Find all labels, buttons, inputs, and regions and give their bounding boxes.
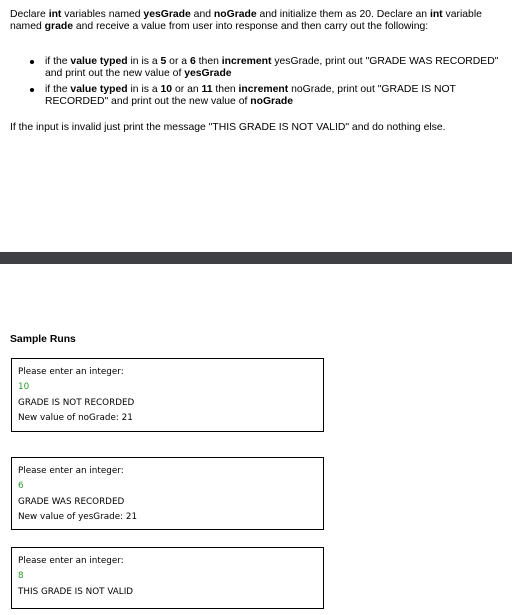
text-run: then	[195, 56, 222, 67]
page-separator	[0, 252, 512, 264]
instructions-paragraph	[10, 9, 500, 33]
run-output: THIS GRADE IS NOT VALID	[18, 586, 134, 597]
bold-text: 5	[160, 56, 167, 67]
run-prompt: Please enter an integer:	[18, 465, 124, 476]
bold-text: 10	[160, 84, 173, 95]
bold-text: increment	[221, 56, 272, 67]
text-run: if the	[45, 56, 71, 67]
text-run: if the	[45, 84, 71, 95]
text-run: then	[212, 84, 239, 95]
bold-text: value typed	[70, 56, 128, 67]
run-prompt: Please enter an integer:	[18, 366, 124, 377]
invalid-input-paragraph: If the input is invalid just print the message "THIS GRADE IS NOT VALID" and do nothing else.	[10, 122, 446, 133]
bold-text: noGrade	[250, 96, 293, 107]
sample-run-box	[11, 547, 324, 609]
bullet-item	[30, 84, 500, 108]
run-prompt: Please enter an integer:	[18, 555, 124, 566]
text-run: variables named	[61, 9, 144, 20]
bold-text: 11	[201, 84, 213, 95]
bold-text: increment	[238, 84, 289, 95]
run-input: 8	[18, 571, 24, 582]
text-run: yesGrade, print out "GRADE WAS RECORDED" and print out the new value of	[45, 56, 499, 79]
text-run: or a	[166, 56, 190, 67]
run-output: GRADE WAS RECORDED	[18, 496, 125, 507]
bullet-dot-icon	[30, 60, 34, 64]
sample-runs-heading: Sample Runs	[10, 334, 76, 345]
run-output: GRADE IS NOT RECORDED	[18, 397, 135, 408]
bold-text: value typed	[70, 84, 128, 95]
text-run: or an	[172, 84, 202, 95]
run-input: 6	[18, 481, 24, 492]
bold-text: int	[429, 9, 443, 20]
text-run: Declare	[10, 9, 49, 20]
run-input: 10	[18, 382, 30, 393]
bold-text: yesGrade	[184, 68, 232, 79]
bold-text: 6	[189, 56, 196, 67]
text-run: and initialize them as 20. Declare an	[256, 9, 430, 20]
bold-text: noGrade	[213, 9, 257, 20]
bold-text: grade	[44, 21, 73, 32]
run-output: New value of yesGrade: 21	[18, 512, 138, 523]
text-run: in is a	[127, 84, 161, 95]
run-output: New value of noGrade: 21	[18, 413, 133, 424]
instructions-bullet-list	[30, 56, 500, 112]
text-run: in is a	[127, 56, 161, 67]
text-run: and	[190, 9, 214, 20]
bullet-dot-icon	[30, 88, 34, 92]
sample-run-box	[11, 358, 324, 432]
bold-text: yesGrade	[143, 9, 191, 20]
sample-run-box	[11, 457, 324, 530]
bold-text: int	[48, 9, 62, 20]
text-run: and receive a value from user into response and then carry out the following:	[72, 21, 429, 32]
text-run: noGrade, print out "GRADE IS NOT RECORDED" and print out the new value of	[45, 84, 456, 107]
bullet-item	[30, 56, 500, 80]
document-page-1	[0, 0, 512, 253]
text-run: variable named	[10, 9, 482, 32]
